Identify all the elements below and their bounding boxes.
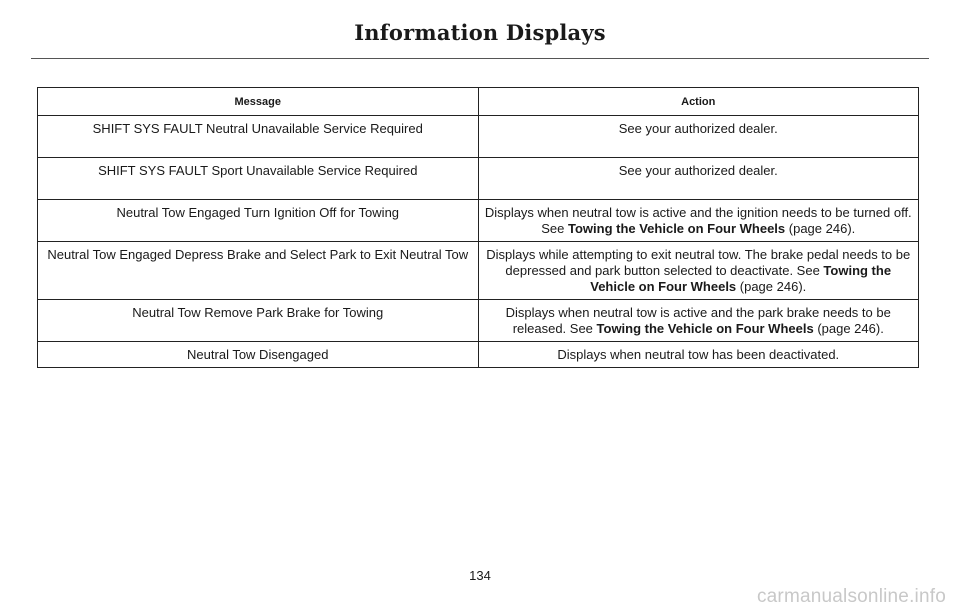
- message-cell: Neutral Tow Engaged Turn Ignition Off for Towing: [38, 200, 479, 242]
- header-divider: [31, 58, 929, 59]
- action-text: Displays when neutral tow has been deactivated.: [557, 347, 840, 362]
- page-reference: (page 246).: [736, 279, 807, 294]
- action-text: See your authorized dealer.: [618, 163, 778, 178]
- cross-reference-link[interactable]: Towing the Vehicle on Four Wheels: [590, 263, 892, 294]
- table-row: [38, 300, 919, 342]
- message-cell: SHIFT SYS FAULT Sport Unavailable Service Required: [38, 158, 479, 200]
- message-cell: Neutral Tow Remove Park Brake for Towing: [38, 300, 479, 342]
- message-cell: Neutral Tow Disengaged: [38, 342, 479, 368]
- table-row: [38, 242, 919, 300]
- cross-reference-link[interactable]: Towing the Vehicle on Four Wheels: [567, 221, 786, 236]
- action-column-header: Action: [478, 88, 919, 116]
- action-cell: [478, 242, 919, 300]
- action-cell: [478, 158, 919, 200]
- table-row: [38, 116, 919, 158]
- action-text: See your authorized dealer.: [618, 121, 778, 136]
- action-text: Displays when neutral tow is active and the ignition needs to be turned off. See: [484, 205, 912, 236]
- table-row: [38, 158, 919, 200]
- message-column-header: Message: [38, 88, 479, 116]
- action-cell: [478, 300, 919, 342]
- action-cell: [478, 116, 919, 158]
- action-text: Displays while attempting to exit neutral tow. The brake pedal needs to be depressed and park button selected to deactivate. See: [486, 247, 911, 278]
- message-cell: SHIFT SYS FAULT Neutral Unavailable Service Required: [38, 116, 479, 158]
- messages-table: [37, 87, 919, 368]
- page-number: 134: [469, 568, 491, 583]
- page-title: Information Displays: [354, 20, 606, 45]
- table-row: [38, 342, 919, 368]
- action-cell: [478, 200, 919, 242]
- action-text: Displays when neutral tow is active and the park brake needs to be released. See: [505, 305, 891, 336]
- page-reference: (page 246).: [813, 321, 884, 336]
- cross-reference-link[interactable]: Towing the Vehicle on Four Wheels: [596, 321, 814, 336]
- page-reference: (page 246).: [785, 221, 856, 236]
- watermark: carmanualsonline.info: [756, 586, 946, 607]
- table-row: [38, 200, 919, 242]
- message-cell: Neutral Tow Engaged Depress Brake and Select Park to Exit Neutral Tow: [38, 242, 479, 300]
- action-cell: [478, 342, 919, 368]
- table-header-row: [38, 88, 919, 116]
